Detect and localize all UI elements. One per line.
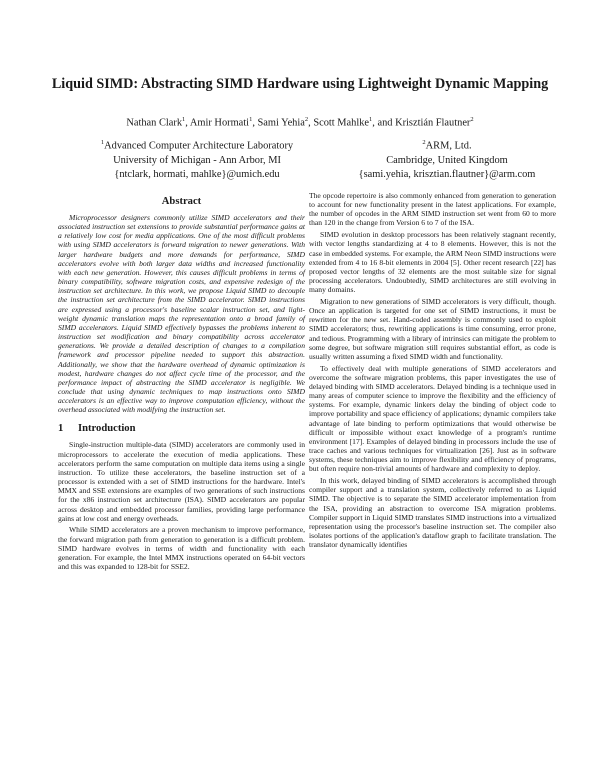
affiliation-mark: 1 <box>369 116 373 123</box>
body-paragraph: In this work, delayed binding of SIMD accelerators is accomplished through compiler support and a translation system, collectively referred to as Liquid SIMD. The objective is to separate the SIMD accelerator implementation from the ISA, providing an abstraction to overcome ISA migration problems. Compiler support in Liquid SIMD translates SIMD instructions into a virtualized representation using the processor's baseline instruction set. The compiler also isolates portions of the application's dataflow graph to facilitate translation. The translator dynamically identifies <box>309 476 556 550</box>
section-heading-introduction <box>58 423 305 434</box>
left-column <box>58 188 305 571</box>
author-name: Nathan Clark <box>126 117 183 129</box>
affiliation-org: $^1$Advanced Computer Architecture Laboratory <box>100 139 294 152</box>
affiliation-mark: 2 <box>470 116 474 123</box>
section-title: Introduction <box>78 423 136 435</box>
author-list: Nathan Clark$^1$, Amir Hormati$^1$, Sami Yehia$^2$, Scott Mahlke$^1$, and Krisztián Flautner$^2$ <box>126 116 474 129</box>
abstract-heading: Abstract <box>161 196 202 207</box>
affiliation-mark: 1 <box>100 139 105 146</box>
affiliation-institution: Cambridge, United Kingdom <box>386 154 508 166</box>
affiliation-mark: 2 <box>304 116 309 123</box>
body-paragraph: Single-instruction multiple-data (SIMD) accelerators are commonly used in microprocessors to accelerate the execution of media applications. These accelerators perform the same computation on multiple data items using a single instruction. To utilize these accelerators, the baseline instruction set of a processor is extended with a set of SIMD instructions for the hardware. Intel's MMX and SSE extensions are examples of two generations of such instructions for the x86 instruction set architecture (ISA). SIMD accelerators are popular across desktop and embedded processor families, providing large performance gains at low cost and energy overheads. <box>58 440 305 523</box>
author-name: Krisztián Flautner <box>395 117 471 129</box>
affiliation-institution: University of Michigan - Ann Arbor, MI <box>113 154 281 166</box>
author-name: Scott Mahlke <box>313 117 370 129</box>
section-number: 1 <box>58 423 64 435</box>
affiliation-org: $^2$ARM, Ltd. <box>422 139 472 152</box>
affiliation-arm <box>322 136 572 182</box>
paper-title: Liquid SIMD: Abstracting SIMD Hardware using Lightweight Dynamic Mapping <box>51 76 549 92</box>
author-name: Sami Yehia <box>257 117 305 129</box>
affiliation-email: {ntclark, hormati, mahlke}@umich.edu <box>114 168 280 180</box>
body-paragraph: To effectively deal with multiple generations of SIMD accelerators and overcome the software migration problems, this paper investigates the use of delayed binding with SIMD accelerators. Delayed binding is a technique used in many areas of computer science to improve the flexibility and the efficiency of systems. For example, dynamic linkers delay the binding of object code to improve portability and space efficiency of applications; dynamic compilers take advantage of late binding to perform optimizations that would otherwise be difficult or impossible without exact knowledge of a program's runtime environment [17]. Examples of delayed binding in processors include the use of trace caches and various techniques for virtualization [26]. Just as in software systems, these techniques aim to improve flexibility and efficiency of programs, but often require non-trivial amounts of hardware and complexity to deploy. <box>309 363 556 474</box>
affiliation-mark: 1 <box>249 116 253 123</box>
body-paragraph: Migration to new generations of SIMD accelerators is very difficult, though. Once an application is targeted for one set of SIMD instructions, it must be rewritten for the new set. Hand-coded assembly is commonly used to exploit SIMD accelerators; thus, rewriting applications is time consuming, error prone, and tedious. Programming with a library of intrinsics can mitigate the problem to some degree, but software migration still requires substantial effort, as code is usually written assuming a fixed SIMD width and functionality. <box>309 296 556 361</box>
right-column <box>309 191 556 549</box>
abstract <box>58 196 305 414</box>
affiliation-email: {sami.yehia, krisztian.flautner}@arm.com <box>358 168 536 180</box>
author-name: Amir Hormati <box>189 117 250 129</box>
body-paragraph: While SIMD accelerators are a proven mechanism to improve performance, the forward migration path from generation to generation is a difficult problem. SIMD hardware evolves in terms of width and functionality with each generation. For example, the Intel MMX instructions operated on 64-bit vectors and this was expanded to 128-bit for SSE2. <box>58 525 305 572</box>
affiliation-mark: 1 <box>182 116 186 123</box>
affiliation-mark: 2 <box>422 139 426 146</box>
body-paragraph: The opcode repertoire is also commonly enhanced from generation to generation to account for new functionality present in the latest applications. For example, the number of opcodes in the ARM SIMD instruction set went from 60 to more than 120 in the change from Version 6 to 7 of the ISA. <box>309 191 556 228</box>
body-paragraph: SIMD evolution in desktop processors has been relatively stagnant recently, with vector lengths standardizing at 4 to 8 elements. However, this is not the case in embedded systems. For example, the ARM Neon SIMD instructions were extended from 4 to 16 8-bit elements in 2004 [5]. Other recent research [22] has proposed vector lengths of 32 elements are the most suitable size for signal processing accelerators. Undoubtedly, SIMD architectures are still evolving in many domains. <box>309 230 556 295</box>
affiliation-umich <box>62 136 332 182</box>
abstract-text: Microprocessor designers commonly utilize SIMD accelerators and their associated instruction set extensions to provide substantial performance gains at a relatively low cost for media applications. One of the most difficult problems with using SIMD accelerators is forward migration to newer generations. With larger hardware budgets and more demands for performance, SIMD accelerators evolve with both larger data widths and increased functionality with each new generation. However, this causes difficult problems in terms of binary compatibility, software migration costs, and expensive redesign of the instruction set architecture. In this work, we propose Liquid SIMD to decouple the instruction set architecture from the SIMD accelerator. SIMD instructions are expressed using a processor's baseline scalar instruction set, and light-weight dynamic translation maps the representation onto a broad family of SIMD accelerators. Liquid SIMD effectively bypasses the problems inherent to instruction set modification and binary compatibility across accelerator generations. We provide a detailed description of changes to a compilation framework and processor pipeline needed to support this abstraction. Additionally, we show that the hardware overhead of dynamic optimization is modest, hardware changes do not affect cycle time of the processor, and the performance impact of abstracting the SIMD accelerator is negligible. We conclude that using dynamic techniques to map instructions onto SIMD accelerators is an effective way to improve computation efficiency, without the overhead associated with modifying the instruction set. <box>58 213 305 415</box>
